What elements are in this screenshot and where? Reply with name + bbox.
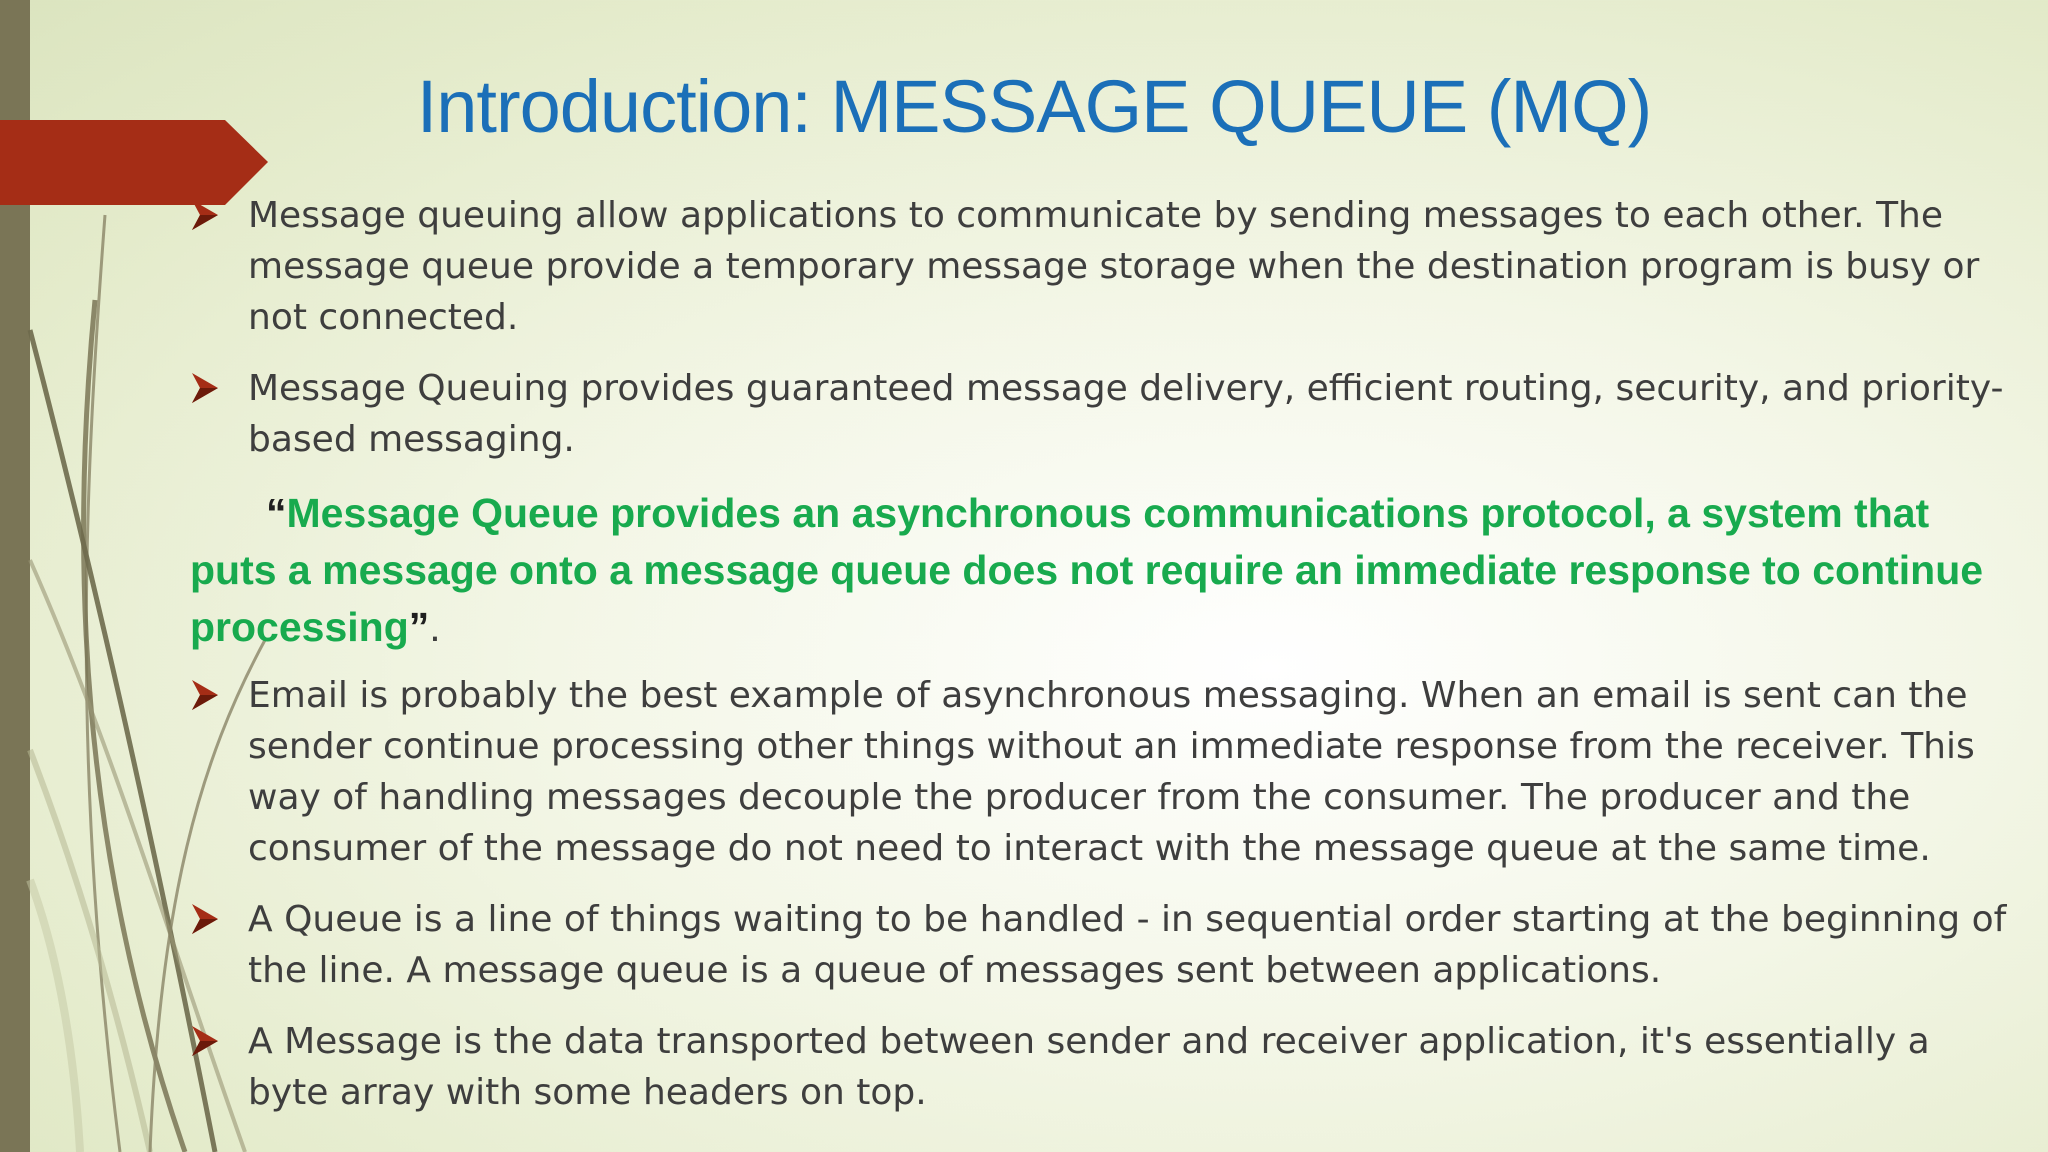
bullet-text: Message Queuing provides guaranteed message delivery, efficient routing, security, and priority-based messaging. bbox=[248, 368, 2004, 460]
bullet-item bbox=[190, 670, 2020, 874]
bullet-item bbox=[190, 190, 2020, 343]
bullet-text: Email is probably the best example of asynchronous messaging. When an email is sent can the sender continue processing other things without an immediate response from the receiver. This way of handling messages decouple the producer from the consumer. The producer and the consumer of the message do not need to interact with the message queue at the same time. bbox=[248, 675, 1975, 869]
bullet-text: Message queuing allow applications to communicate by sending messages to each other. The message queue provide a temporary message storage when the destination program is busy or not connected. bbox=[248, 195, 1980, 338]
arrow-bullet-icon bbox=[190, 198, 220, 232]
bullet-item bbox=[190, 1016, 2020, 1118]
bullet-item bbox=[190, 894, 2020, 996]
bullet-text: A Queue is a line of things waiting to be handled - in sequential order starting at the beginning of the line. A message queue is a queue of messages sent between applications. bbox=[248, 899, 2007, 991]
highlighted-quote bbox=[190, 485, 2020, 656]
quote-text: Message Queue provides an asynchronous communications protocol, a system that puts a message onto a message queue does not require an immediate response to continue processing bbox=[190, 490, 1984, 650]
arrow-bullet-icon bbox=[190, 678, 220, 712]
arrow-bullet-icon bbox=[190, 371, 220, 405]
quote-period: . bbox=[429, 604, 441, 650]
quote-close-mark: ” bbox=[408, 604, 430, 650]
slide-title: Introduction: MESSAGE QUEUE (MQ) bbox=[416, 65, 1652, 148]
slide-content bbox=[190, 190, 2020, 1138]
quote-open-mark: “ bbox=[266, 490, 287, 536]
bullet-text: A Message is the data transported between sender and receiver application, it's essentially a byte array with some headers on top. bbox=[248, 1021, 1930, 1113]
arrow-bullet-icon bbox=[190, 902, 220, 936]
bullet-item bbox=[190, 363, 2020, 465]
arrow-bullet-icon bbox=[190, 1024, 220, 1058]
